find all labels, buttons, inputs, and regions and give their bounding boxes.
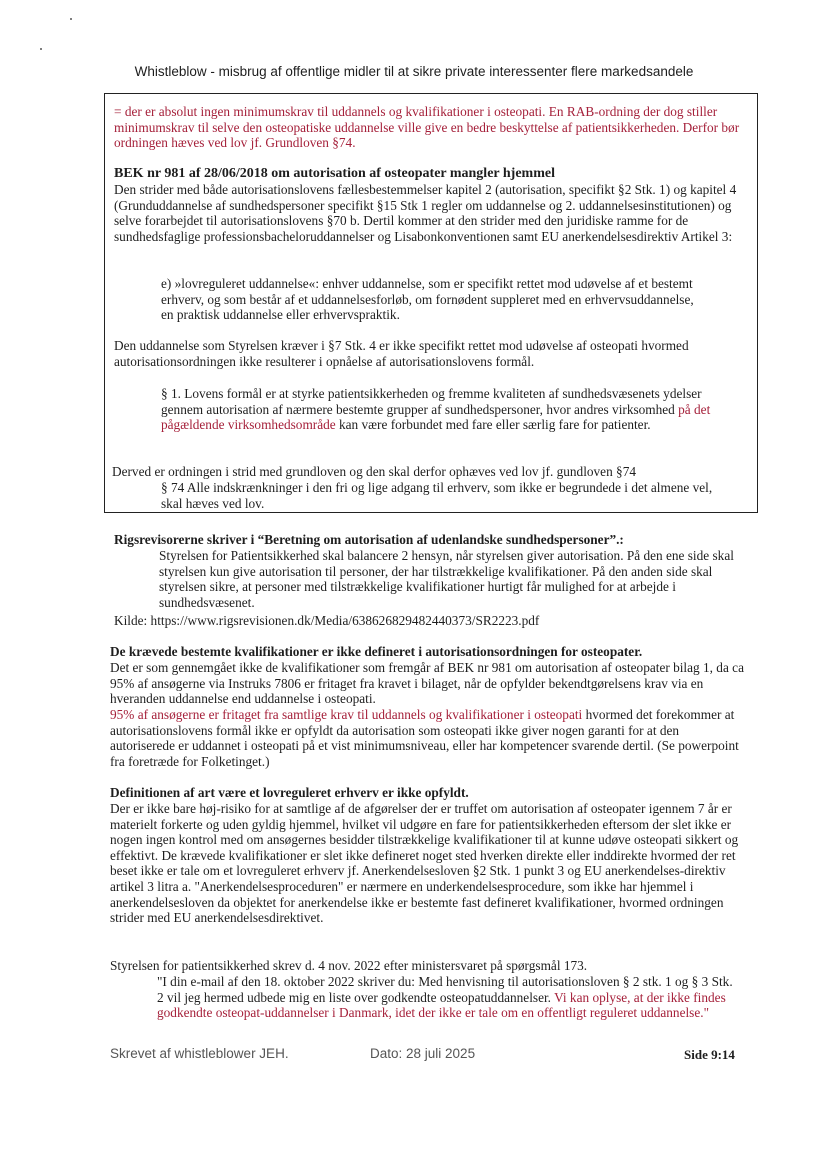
footer-date: Dato: 28 juli 2025 bbox=[370, 1046, 476, 1061]
quote-lovreguleret: e) »lovreguleret uddannelse«: enhver uddannelse, som er specifikt rettet mod udøvelse af et bestemt erhverv, og som består af et uddannelsesforløb, om fornødent suppleret med en erhvervsuddannelse, en praktisk uddannelse eller erhvervspraktik. bbox=[161, 276, 694, 323]
kval-highlight: 95% af ansøgerne er fritaget fra samtlige krav til uddannels og kvalifikationer i osteopati bbox=[110, 707, 583, 722]
footer-author: Skrevet af whistleblower JEH. bbox=[110, 1046, 289, 1061]
rigs-quote: Styrelsen for Patientsikkerhed skal balancere 2 hensyn, når styrelsen giver autorisation. På den ene side skal styrelsen kun give autorisation til personer, der har tilstrækkelige kvalifikationer. På den anden side skal styrelsen sikre, at personer med tilstrækkelige kvalifikationer hurtigt får mulighed for at arbejde i sundhedsvæsenet. bbox=[159, 548, 734, 610]
derved-text: Derved er ordningen i strid med grundloven og den skal derfor ophæves ved lov jf. gundloven §74 bbox=[112, 464, 637, 479]
mail-quote-text: "I din e-mail af den 18. oktober 2022 skriver du: Med henvisning til autorisationsloven § 2 stk. 1 og § 3 Stk. 2 vil jeg hermed udbede mig en liste over godkendte osteopatuddannelser. bbox=[157, 974, 733, 1005]
box-intro: = der er absolut ingen minimumskrav til uddannels og kvalifikationer i osteopati. En RAB-ordning der dog stiller minimumskrav til selve den osteopatiske uddannelse ville give en bedre beskyttelse af patientsikkerheden. Derfor bør ordningen hæves ved lov jf. Grundloven §74. bbox=[114, 104, 740, 151]
scan-speck bbox=[40, 48, 42, 50]
kval-text-cont: hvormed det forekommer at autorisationslovens formål ikke er opfyldt da autorisation som osteopati ikke giver nogen garanti for at den autoriserede er uddannet i osteopati på et vist minimumsniveau, eller har kompetencer svarende dertil. (Se powerpoint fra foretræde for Folketinget.) bbox=[110, 707, 739, 769]
quote-paragraph-74: § 74 Alle indskrænkninger i den fri og lige adgang til erhverv, som ikke er begrundede i det almene vel, skal hæves ved lov. bbox=[161, 480, 713, 511]
footer-page-number: Side 9:14 bbox=[684, 1047, 735, 1062]
quote-s1-part2: kan være forbundet med fare eller særlig fare for patienter. bbox=[335, 417, 651, 433]
rigs-heading: Rigsrevisorerne skriver i “Beretning om autorisation af udenlandske sundhedspersoner”.: bbox=[114, 532, 624, 547]
page-header: Whistleblow - misbrug af offentlige midler til at sikre private interessenter flere markedsandele bbox=[134, 64, 694, 79]
bek-text: Den strider med både autorisationslovens fællesbestemmelser kapitel 2 (autorisation, specifikt §2 Stk. 1) og kapitel 4 (Grunduddannelse af sundhedspersoner specifikt §15 Stk 1 regler om uddannelse og 2. uddannelsesinstitutionen) og selve forarbejdet til autorisationslovens §70 b. Dertil kommer at den strider med den juridiske ramme for de sundhedsfaglige professionsbacheloruddannelser og Lisabonkonventionen samt EU anerkendelsesdirektiv Artikel 3: bbox=[114, 182, 737, 244]
mail-quote bbox=[157, 974, 739, 1021]
quote-s1-part1: § 1. Lovens formål er at styrke patientsikkerheden og fremme kvaliteten af sundhedsvæsenets ydelser gennem autorisation af nærmere bestemte grupper af sundhedspersoner, hvor andres virksomhed bbox=[161, 386, 702, 417]
mail-quote-highlight: Vi kan oplyse, at der ikke findes godkendte osteopat-uddannelser i Danmark, idet der ikke er tale om en offentligt reguleret uddannelse." bbox=[157, 989, 726, 1021]
scan-speck bbox=[70, 18, 72, 20]
mail-intro: Styrelsen for patientsikkerhed skrev d. 4 nov. 2022 efter ministersvaret på spørgsmål 173. bbox=[110, 958, 588, 973]
kval-text: Det er som gennemgået ikke de kvalifikationer som fremgår af BEK nr 981 om autorisation af osteopater bilag 1, da ca 95% af ansøgerne via Instruks 7806 er fritaget fra kravet i bilaget, når de opfylder bekendtgørelsens krav via en hveranden uddannelse end uddannelse i osteopati. bbox=[110, 660, 744, 707]
kval-heading: De krævede bestemte kvalifikationer er ikke defineret i autorisationsordningen for osteopater. bbox=[110, 644, 643, 659]
def-heading: Definitionen af art være et lovreguleret erhverv er ikke opfyldt. bbox=[110, 785, 469, 800]
quote-paragraph-1 bbox=[161, 386, 743, 433]
kval-text-2 bbox=[110, 707, 746, 769]
quote-s1-highlight: på det pågældende virksomhedsområde bbox=[161, 401, 711, 433]
def-text: Der er ikke bare høj-risiko for at samtlige af de afgørelser der er truffet om autorisation af osteopater igennem 7 år er materielt forkerte og uden gyldig hjemmel, hvilket vil udgøre en fare for patientsikkerheden eftersom der slet ikke er nogen ingen kontrol med om ansøgernes besidder tilstrækkelige kvalifikationer til at kunne udøve osteopati sikkert og effektivt. De krævede kvalifikationer er slet ikke defineret noget sted hverken direkte eller inddirekte hvormed der ret beset ikke er tale om et lovreguleret erhverv jf. Anerkendelsesloven §2 Stk. 1 punkt 3 og EU anerkendelses-direktiv artikel 3 litra a. "Anerkendelsesproceduren" er nærmere en underkendelsesprocedure, som ikke har hjemmel i anerkendelsesloven da objektet for anerkendelse ikke er bestemte fast defineret kvalifikationer, hvormed ordningen strider med EU anerkendelsesdirektivet. bbox=[110, 801, 739, 926]
bek-heading: BEK nr 981 af 28/06/2018 om autorisation af osteopater mangler hjemmel bbox=[114, 166, 555, 181]
styrelsen-text: Den uddannelse som Styrelsen kræver i §7 Stk. 4 er ikke specifikt rettet mod udøvelse af osteopati hvormed autorisationsordningen ikke resulterer i opnåelse af autorisationslovens formål. bbox=[114, 338, 689, 369]
rigs-source: Kilde: https://www.rigsrevisionen.dk/Media/638626829482440373/SR2223.pdf bbox=[114, 613, 540, 628]
